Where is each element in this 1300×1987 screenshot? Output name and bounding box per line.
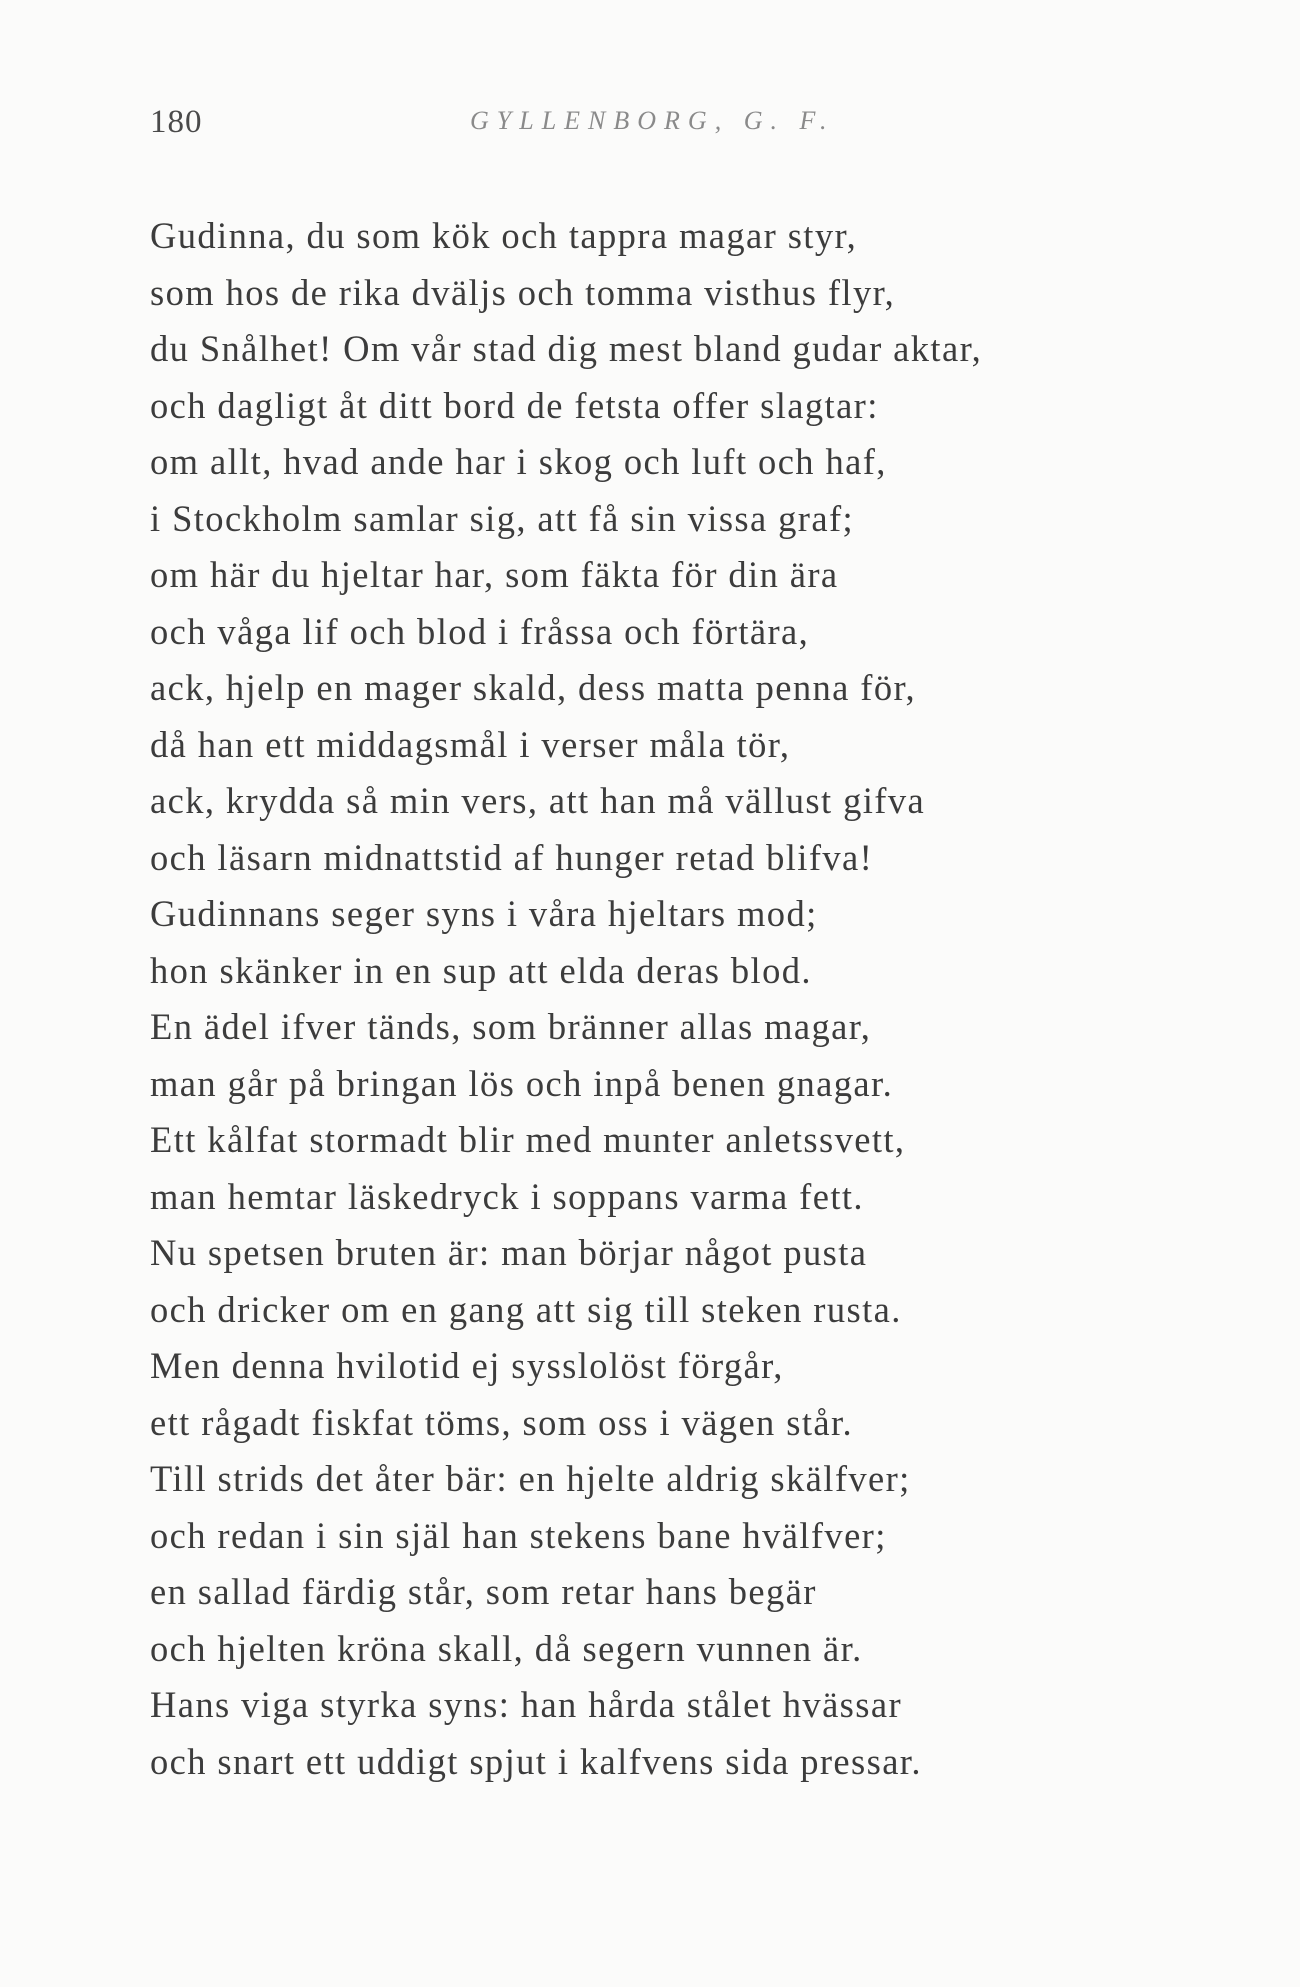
running-head — [150, 104, 1170, 154]
verse-line: ett rågadt fiskfat töms, som oss i vägen står. — [150, 1401, 854, 1443]
verse-line: och hjelten kröna skall, då segern vunnen är. — [150, 1627, 863, 1669]
verse-line: och redan i sin själ han stekens bane hvälfver; — [150, 1514, 887, 1556]
verse-line: i Stockholm samlar sig, att få sin vissa graf; — [150, 497, 855, 539]
verse-line: om här du hjeltar har, som fäkta för din ära — [150, 554, 839, 595]
verse-line: och våga lif och blod i fråssa och förtära, — [150, 610, 810, 652]
verse-line: En ädel ifver tänds, som bränner allas magar, — [150, 1006, 872, 1047]
verse-line: som hos de rika dväljs och tomma visthus flyr, — [150, 271, 896, 313]
poem-text — [150, 208, 1160, 1790]
verse-line: Gudinna, du som kök och tappra magar styr, — [150, 215, 858, 256]
verse-line: Hans viga styrka syns: han hårda stålet hvässar — [150, 1684, 903, 1725]
verse-line: Ett kålfat stormadt blir med munter anletssvett, — [150, 1119, 906, 1160]
verse-line: Nu spetsen bruten är: man börjar något pusta — [150, 1232, 868, 1273]
verse-line: man går på bringan lös och inpå benen gnagar. — [150, 1062, 894, 1104]
verse-line: och läsarn midnattstid af hunger retad blifva! — [150, 836, 874, 878]
verse-line: och snart ett uddigt spjut i kalfvens sida pressar. — [150, 1740, 922, 1782]
verse-line: då han ett middagsmål i verser måla tör, — [150, 723, 791, 765]
verse-line: ack, hjelp en mager skald, dess matta penna för, — [150, 667, 917, 708]
page-number: 180 — [150, 104, 203, 140]
verse-line: en sallad färdig står, som retar hans begär — [150, 1571, 817, 1612]
verse-line: och dricker om en gang att sig till steken rusta. — [150, 1288, 902, 1330]
verse-line: ack, krydda så min vers, att han må vällust gifva — [150, 780, 926, 821]
verse-line: Gudinnans seger syns i våra hjeltars mod; — [150, 893, 818, 934]
verse-line: Men denna hvilotid ej sysslolöst förgår, — [150, 1345, 784, 1386]
verse-line: du Snålhet! Om vår stad dig mest bland gudar aktar, — [150, 328, 983, 369]
verse-line: om allt, hvad ande har i skog och luft och haf, — [150, 441, 887, 482]
verse-line: och dagligt åt ditt bord de fetsta offer slagtar: — [150, 384, 879, 426]
running-title: GYLLENBORG, G. F. — [470, 106, 835, 135]
verse-line: Till strids det åter bär: en hjelte aldrig skälfver; — [150, 1458, 911, 1499]
verse-line: man hemtar läskedryck i soppans varma fett. — [150, 1175, 864, 1217]
verse-line: hon skänker in en sup att elda deras blod. — [150, 949, 812, 991]
